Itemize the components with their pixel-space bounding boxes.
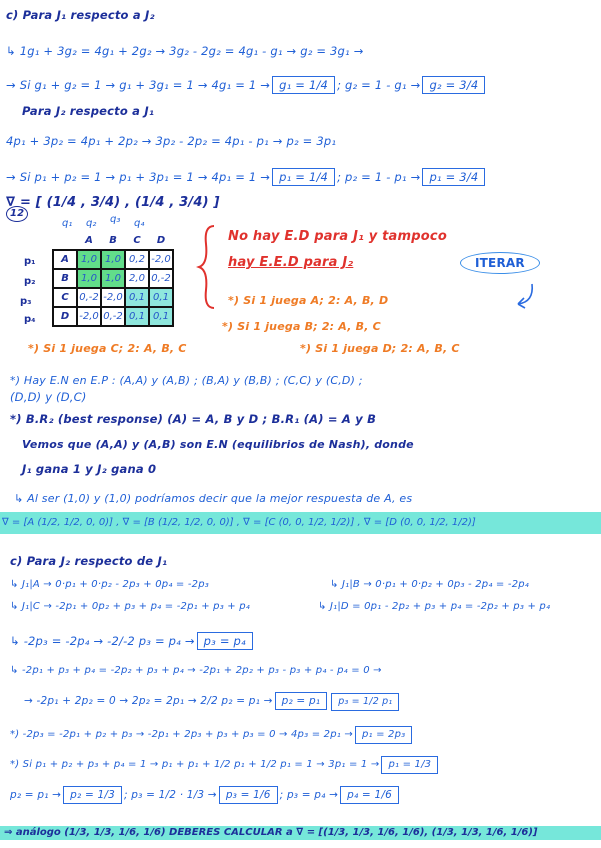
row-header: D (53, 307, 77, 326)
final-line: ⇒ análogo (1/3, 1/3, 1/6, 1/6) DEBERES CALCULAR a ∇ = [(1/3, 1/3, 1/6, 1/6), (1/3, 1/3, 1/6, 1/6)] (4, 827, 538, 838)
problem-number: 12 (6, 206, 28, 222)
col-header: C (133, 235, 141, 246)
equation-line: (D,D) y (D,C) (10, 390, 87, 404)
equation-line: ↳ 1g₁ + 3g₂ = 4g₁ + 2g₂ → 3g₂ - 2g₂ = 4g₁ - g₁ → g₂ = 3g₁ → (6, 44, 364, 58)
note-no-dominant-2: hay E.E.D para J₂ (228, 255, 354, 270)
equation-line: → Si p₁ + p₂ = 1 → p₁ + 3p₁ = 1 → 4p₁ = 1 → p₁ = 1/4 ; p₂ = 1 - p₁ → p₁ = 3/4 (6, 168, 487, 186)
row-header: C (53, 288, 77, 307)
equation-line: *) Hay E.N en E.P : (A,A) y (A,B) ; (B,A) y (B,B) ; (C,C) y (C,D) ; (10, 374, 363, 387)
row-header: A (53, 250, 77, 269)
orange-note: *) Si 1 juega A; 2: A, B, D (228, 294, 389, 307)
equation-line: p₂ = p₁ → p₂ = 1/3 ; p₃ = 1/2 · 1/3 → p₃ = 1/6 ; p₃ = p₄ → p₄ = 1/6 (10, 786, 401, 804)
matrix-cell: 0,-2 (101, 307, 125, 326)
orange-note: *) Si 1 juega D; 2: A, B, C (300, 342, 460, 355)
boxed-result: p₂ = 1/3 (63, 786, 122, 804)
strategy-vector-line: ∇ = [A (1/2, 1/2, 0, 0)] , ∇ = [B (1/2, 1/2, 0, 0)] , ∇ = [C (0, 0, 1/2, 1/2)] , ∇ = [D (0, 0, 1/2, 1/2)] (2, 517, 476, 528)
row-prob-label: p₄ (24, 314, 36, 325)
matrix-cell: -2,0 (101, 288, 125, 307)
equation-line: ↳ J₁|A → 0·p₁ + 0·p₂ - 2p₃ + 0p₄ = -2p₃ (10, 579, 209, 590)
matrix-cell: 0,2 (125, 250, 149, 269)
boxed-result: g₂ = 3/4 (422, 76, 485, 94)
row-header: B (53, 269, 77, 288)
boxed-result: p₃ = 1/6 (219, 786, 278, 804)
row-prob-label: p₃ (20, 296, 32, 307)
col-prob-label: q₃ (110, 214, 121, 225)
matrix-cell: 0,1 (149, 288, 173, 307)
matrix-header-row (53, 232, 173, 250)
equation-line: ↳ J₁|B → 0·p₁ + 0·p₂ + 0p₃ - 2p₄ = -2p₄ (330, 579, 530, 590)
boxed-result: p₄ = 1/6 (340, 786, 399, 804)
matrix-cell: 0,-2 (149, 269, 173, 288)
matrix-cell: -2,0 (77, 307, 101, 326)
col-prob-label: q₂ (86, 218, 97, 229)
best-response-line: *) B.R₂ (best response) (A) = A, B y D ; B.R₁ (A) = A y B (10, 412, 377, 426)
orange-note: *) Si 1 juega B; 2: A, B, C (222, 320, 381, 333)
matrix-row (53, 288, 173, 307)
matrix-cell: 0,1 (149, 307, 173, 326)
matrix-row (53, 307, 173, 326)
boxed-result: p₃ = 1/2 p₁ (331, 693, 399, 711)
strategy-vector: ∇ = [ (1/4 , 3/4) , (1/4 , 3/4) ] (6, 195, 220, 210)
matrix-cell: 1,0 (101, 269, 125, 288)
equation-line: 4p₁ + 3p₂ = 4p₁ + 2p₂ → 3p₂ - 2p₂ = 4p₁ - p₁ → p₂ = 3p₁ (6, 134, 337, 148)
boxed-result: p₁ = 2p₃ (355, 726, 412, 744)
curly-brace-icon (196, 222, 220, 312)
matrix-cell: 1,0 (101, 250, 125, 269)
equation-line: → -2p₁ + 2p₂ = 0 → 2p₂ = 2p₁ → 2/2 p₂ = p₁ → p₂ = p₁ p₃ = 1/2 p₁ (24, 692, 401, 711)
matrix-row (53, 269, 173, 288)
col-header: B (109, 235, 117, 246)
boxed-result: g₁ = 1/4 (272, 76, 335, 94)
boxed-result: p₃ = p₄ (197, 632, 253, 650)
equation-line: ↳ -2p₃ = -2p₄ → -2/-2 p₃ = p₄ → p₃ = p₄ (10, 632, 255, 650)
section-heading-j2: Para J₂ respecto a J₁ (22, 104, 155, 118)
matrix-cell: 1,0 (77, 250, 101, 269)
col-header: D (156, 235, 166, 246)
equation-line: ↳ J₁|D = 0p₁ - 2p₂ + p₃ + p₄ = -2p₂ + p₃ + p₄ (318, 601, 551, 612)
matrix-cell: 0,1 (125, 307, 149, 326)
iterar-bubble: ITERAR (460, 252, 540, 274)
text-line: J₁ gana 1 y J₂ gana 0 (22, 462, 157, 476)
orange-note: *) Si 1 juega C; 2: A, B, C (28, 342, 187, 355)
row-prob-label: p₁ (24, 256, 36, 267)
text-line: ↳ Al ser (1,0) y (1,0) podríamos decir que la mejor respuesta de A, es (14, 492, 413, 505)
matrix-cell: 0,1 (125, 288, 149, 307)
col-prob-label: q₄ (134, 218, 145, 229)
payoff-matrix (52, 232, 174, 327)
matrix-cell: 1,0 (77, 269, 101, 288)
matrix-cell: 2,0 (125, 269, 149, 288)
arrow-icon (514, 282, 538, 310)
matrix-cell: 0,-2 (77, 288, 101, 307)
section-heading-j1: c) Para J₁ respecto a J₂ (6, 8, 155, 22)
col-prob-label: q₁ (62, 218, 73, 229)
boxed-result: p₁ = 1/4 (272, 168, 335, 186)
matrix-cell: -2,0 (149, 250, 173, 269)
equation-line: *) -2p₃ = -2p₁ + p₂ + p₃ → -2p₁ + 2p₃ + p₃ + p₃ = 0 → 4p₃ = 2p₁ → p₁ = 2p₃ (10, 726, 414, 744)
col-header: A (85, 235, 93, 246)
equation-line: ↳ -2p₁ + p₃ + p₄ = -2p₂ + p₃ + p₄ → -2p₁ + 2p₂ + p₃ - p₃ + p₄ - p₄ = 0 → (10, 665, 382, 676)
boxed-result: p₂ = p₁ (275, 692, 328, 710)
section-heading-j2-c: c) Para J₂ respecto de J₁ (10, 554, 168, 568)
equation-line: → Si g₁ + g₂ = 1 → g₁ + 3g₁ = 1 → 4g₁ = 1 → g₁ = 1/4 ; g₂ = 1 - g₁ → g₂ = 3/4 (6, 76, 487, 94)
row-prob-label: p₂ (24, 276, 36, 287)
note-no-dominant: No hay E.D para J₁ y tampoco (228, 229, 447, 244)
equation-line: ↳ J₁|C → -2p₁ + 0p₂ + p₃ + p₄ = -2p₁ + p₃ + p₄ (10, 601, 251, 612)
matrix-row (53, 250, 173, 269)
boxed-result: p₁ = 3/4 (422, 168, 485, 186)
text-line: Vemos que (A,A) y (A,B) son E.N (equilibrios de Nash), donde (22, 438, 414, 451)
boxed-result: p₁ = 1/3 (381, 756, 438, 774)
equation-line: *) Si p₁ + p₂ + p₃ + p₄ = 1 → p₁ + p₁ + 1/2 p₁ + 1/2 p₁ = 1 → 3p₁ = 1 → p₁ = 1/3 (10, 756, 440, 774)
